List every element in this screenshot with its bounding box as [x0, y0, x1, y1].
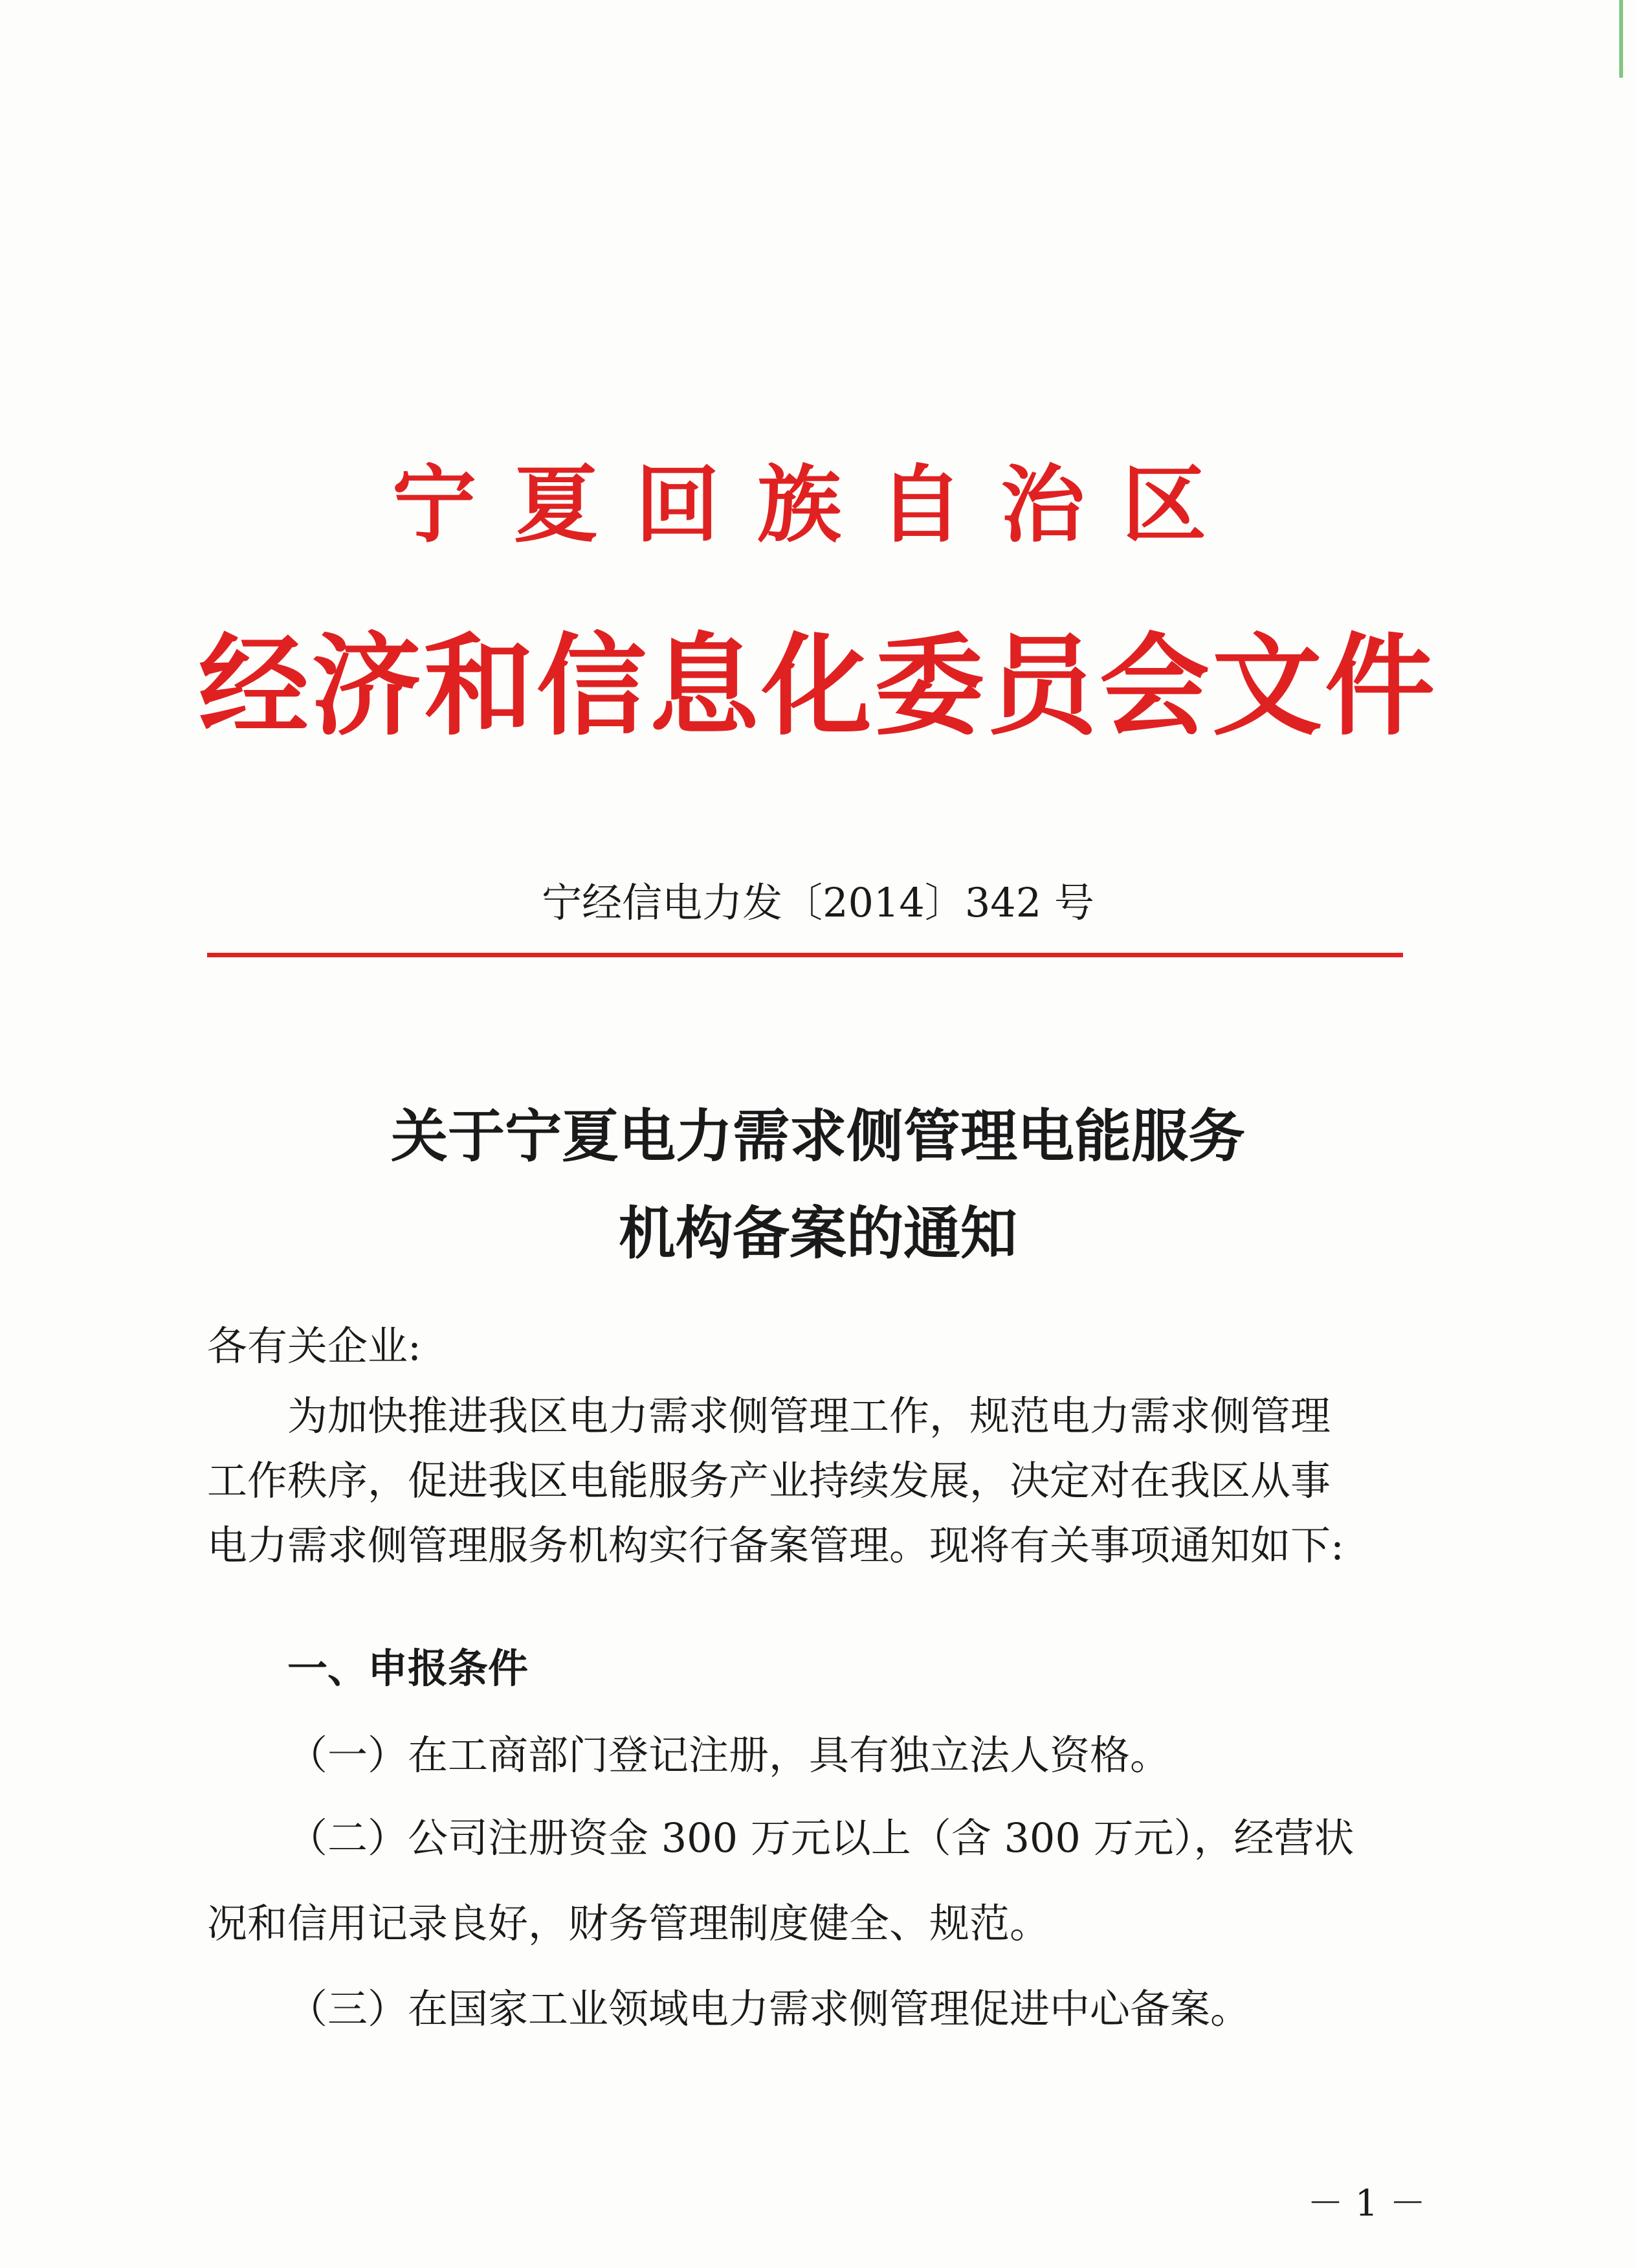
condition-item-2 — [207, 1806, 1411, 1956]
salutation: 各有关企业: — [207, 1322, 421, 1370]
page-number: － 1 － — [1307, 2183, 1426, 2225]
title-line-2: 机构备案的通知 — [618, 1199, 1017, 1267]
intro-line-1: 为加快推进我区电力需求侧管理工作，规范电力需求侧管理 — [287, 1392, 1331, 1440]
issuer-name-line1: 宁夏回族自治区 — [392, 455, 1244, 554]
red-separator-line — [207, 953, 1403, 957]
condition-item-1 — [207, 1723, 1411, 1788]
intro-paragraph — [207, 1384, 1411, 1578]
document-title — [0, 1087, 1636, 1282]
intro-line-3: 电力需求侧管理服务机构实行备案管理。现将有关事项通知如下: — [207, 1522, 1344, 1569]
document-number: 宁经信电力发〔2014〕342 号 — [542, 879, 1094, 926]
condition-1-line-1: （一）在工商部门登记注册，具有独立法人资格。 — [287, 1731, 1171, 1779]
issuer-name-line2: 经济和信息化委员会文件 — [198, 621, 1437, 751]
condition-2-line-2: 况和信用记录良好，财务管理制度健全、规范。 — [207, 1900, 1050, 1947]
condition-3-line-1: （三）在国家工业领域电力需求侧管理促进中心备案。 — [287, 1985, 1251, 2032]
condition-2-line-1: （二）公司注册资金 300 万元以上（含 300 万元），经营状 — [287, 1814, 1354, 1862]
scan-edge-mark — [1619, 0, 1623, 78]
condition-item-3 — [207, 1977, 1411, 2041]
section-heading-1: 一、申报条件 — [287, 1645, 529, 1692]
title-line-1: 关于宁夏电力需求侧管理电能服务 — [390, 1102, 1245, 1170]
intro-line-2: 工作秩序，促进我区电能服务产业持续发展，决定对在我区从事 — [207, 1457, 1331, 1504]
